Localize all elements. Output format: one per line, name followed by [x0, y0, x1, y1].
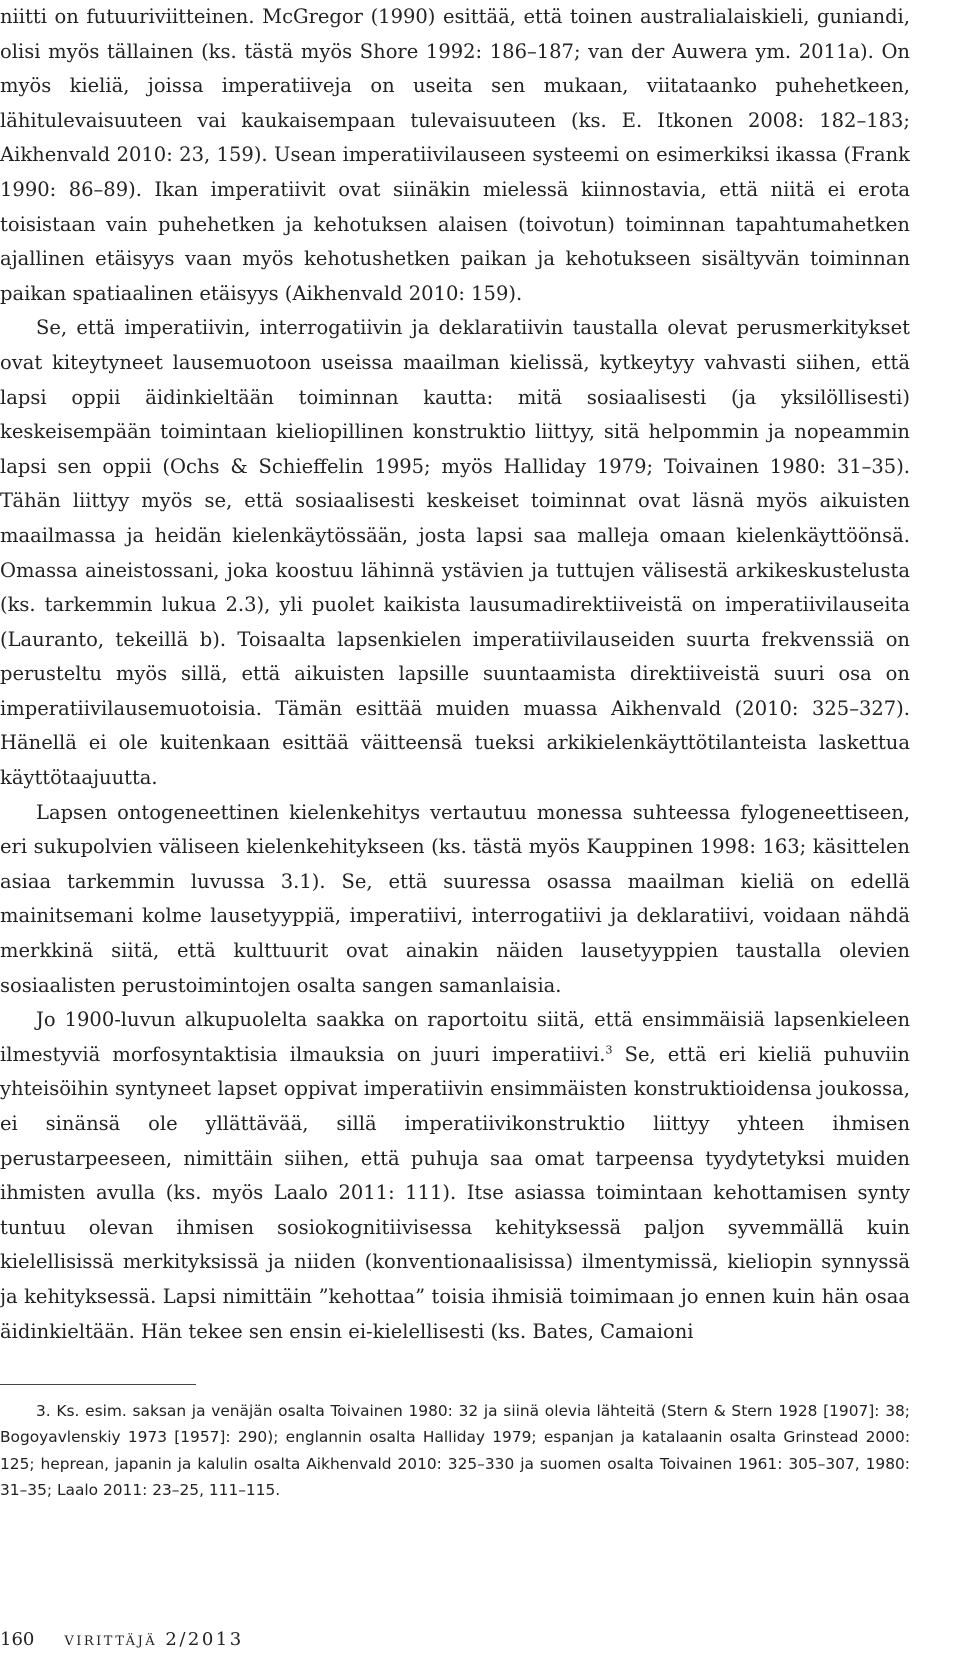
- paragraph-3: Lapsen ontogeneettinen kielenkehitys vertautuu monessa suhteessa fylogeneettiseen, eri sukupolvien väliseen kielenkehitykseen (ks. tästä myös Kauppinen 1998: 163; käsittelen asiaa tarkemmin luvussa 3.1). Se, että suuressa osassa maailman kieliä on edellä mainitsemani kolme lausetyyppiä, imperatiivi, interrogatiivi ja deklaratiivi, voidaan nähdä merkkinä siitä, että kulttuurit ovat ainakin näiden lausetyyppien taustalla olevien sosiaalisten perustoimintojen osalta sangen samanlaisia.: [0, 800, 910, 997]
- journal-name: virittäjä 2/2013: [64, 1629, 244, 1650]
- paragraph-2: Se, että imperatiivin, interrogatiivin ja deklaratiivin taustalla olevat perusmerkitykset ovat kiteytyneet lausemuotoon useissa maailman kielissä, kytkeytyy vahvasti siihen, että lapsi oppii äidinkieltään toiminnan kautta: mitä sosiaalisesti (ja yksilöllisesti) keskeisempään toimintaan kieliopillinen konstruktio liittyy, sitä helpommin ja nopeammin lapsi sen oppii (Ochs & Schieffelin 1995; myös Halliday 1979; Toivainen 1980: 31–35). Tähän liittyy myös se, että sosiaalisesti keskeiset toiminnat ovat läsnä myös aikuisten maailmassa ja heidän kielenkäytössään, josta lapsi saa malleja omaan kielenkäyttöönsä. Omassa aineistossani, joka koostuu lähinnä ystävien ja tuttujen välisestä arkikeskustelusta (ks. tarkemmin lukua 2.3), yli puolet kaikista lausumadirektiiveistä on imperatiivilauseita (Lauranto, tekeillä b). Toisaalta lapsenkielen imperatiivilauseiden suurta frekvenssiä on perusteltu myös sillä, että aikuisten lapsille suuntaamista direktiiveistä suuri osa on imperatiivilausemuotoisia. Tämän esittää muiden muassa Aikhenvald (2010: 325–327). Hänellä ei ole kuitenkaan esittää väitteensä tueksi arkikielenkäyttötilanteista laskettua käyttötaajuutta.: [0, 316, 910, 790]
- paragraph-4-text-before: Jo 1900-luvun alkupuolelta saakka on raportoitu siitä, että ensimmäisiä lapsenkieleen ilmestyviä morfosyntaktisia ilmauksia on juuri imperatiivi.: [0, 1008, 910, 1066]
- paragraph-4-text-after: Se, että eri kieliä puhuviin yhteisöihin syntyneet lapset oppivat imperatiivin ensimmäisten konstruktioidensa joukossa, ei sinänsä ole yllättävää, sillä imperatiivikonstruktio liittyy yhteen ihmisen perustarpeeseen, nimittäin siihen, että puhuja saa omat tarpeensa tyydytetyksi muiden ihmisten avulla (ks. myös Laalo 2011: 111). Itse asiassa toimintaan kehottamisen synty tuntuu olevan ihmisen sosiokognitiivisessa kehityksessä paljon syvemmällä kuin kielellisissä merkityksissä ja niiden (konventionaalisissa) ilmentymissä, kieliopin synnyssä ja kehityksessä. Lapsi nimittäin ”kehottaa” toisia ihmisiä toimimaan jo ennen kuin hän osaa äidinkieltään. Hän tekee sen ensin ei-kielellisesti (ks. Bates, Camaioni: [0, 1042, 910, 1343]
- running-footer: [0, 1628, 910, 1652]
- footnote-3: 3. Ks. esim. saksan ja venäjän osalta Toivainen 1980: 32 ja siinä olevia lähteitä (Stern & Stern 1928 [1907]: 38; Bogoyavlenskiy 1973 [1957]: 290); englannin osalta Halliday 1979; espanjan ja katalaanin osalta Grinstead 2000: 125; heprean, japanin ja kalulin osalta Aikhenvald 2010: 325–330 ja suomen osalta Toivainen 1961: 305–307, 1980: 31–35; Laalo 2011: 23–25, 111–115.: [0, 1402, 910, 1500]
- paragraph-1: niitti on futuuriviitteinen. McGregor (1990) esittää, että toinen australialaiskieli, guniandi, olisi myös tällainen (ks. tästä myös Shore 1992: 186–187; van der Auwera ym. 2011a). On myös kieliä, joissa imperatiiveja on useita sen mukaan, viitataanko puhehetkeen, lähitulevaisuuteen vai kaukaisempaan tulevaisuuteen (ks. E. Itkonen 2008: 182–183; Aikhenvald 2010: 23, 159). Usean imperatiivilauseen systeemi on esimerkiksi ikassa (Frank 1990: 86–89). Ikan imperatiivit ovat siinäkin mielessä kiinnostavia, että niitä ei erota toisistaan vain puhehetken ja kehotuksen alaisen (toivotun) toiminnan tapahtumahetken ajallinen etäisyys vaan myös kehotushetken paikan ja kehotukseen sisältyvän toiminnan paikan spatiaalinen etäisyys (Aikhenvald 2010: 159).: [0, 5, 910, 305]
- footnote-separator: [0, 1384, 196, 1385]
- footnote-reference[interactable]: 3: [605, 1043, 613, 1057]
- page-number: 160: [0, 1629, 35, 1650]
- paragraph-4: [0, 1003, 910, 1349]
